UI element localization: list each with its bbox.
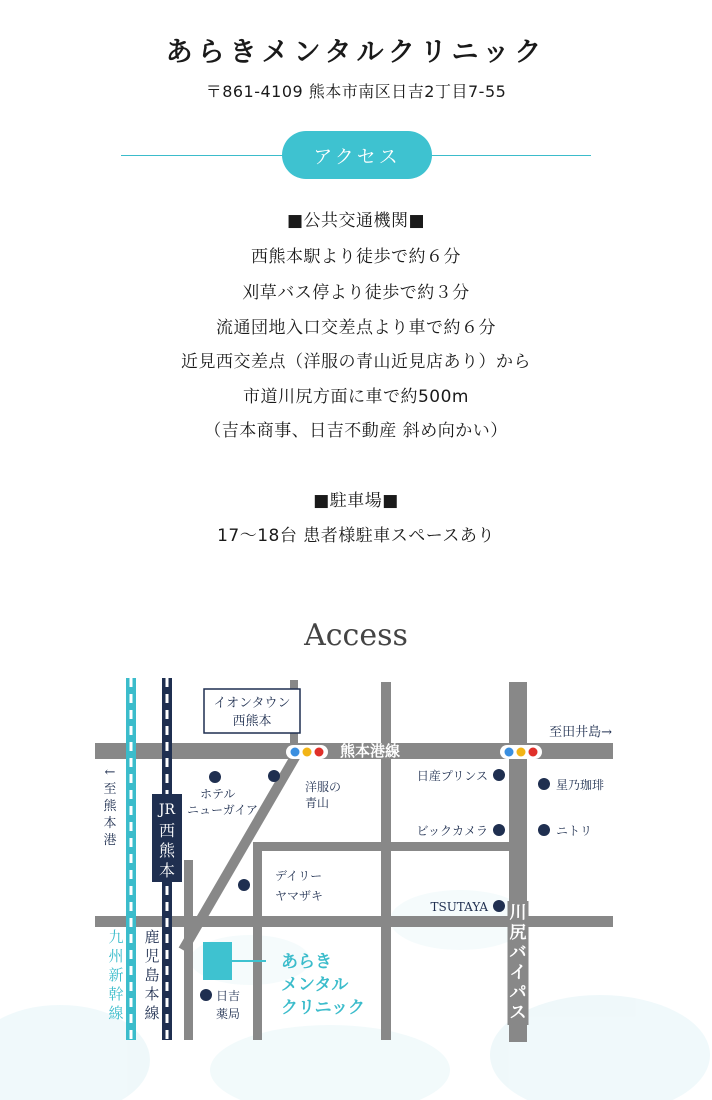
parking-text: 17〜18台 患者様駐車スペースあり	[217, 526, 495, 546]
vertical-label-char: 鹿	[144, 928, 160, 946]
clinic-name: あらきメンタルクリニック	[165, 37, 547, 68]
clinic-map-label: メンタル	[281, 975, 349, 995]
bic-camera-marker	[493, 824, 505, 836]
kagoshima-line-label	[144, 928, 159, 1022]
jr-station-label-1: JR	[158, 802, 176, 818]
transit-line: 刈草バス停より徒歩で約３分	[242, 283, 470, 303]
aeon-label: イオンタウン	[213, 696, 291, 711]
divider-right	[431, 155, 591, 156]
hiyoshi-label: 日吉	[216, 989, 241, 1003]
vertical-label-char: 本	[144, 985, 160, 1003]
road-center-vertical	[381, 682, 391, 1040]
shinkansen-label	[108, 928, 123, 1022]
to-tai-label: 至田井島→	[549, 725, 612, 740]
transit-line: 流通団地入口交差点より車で約６分	[216, 318, 496, 338]
jr-station-label-2: 西	[158, 821, 176, 840]
vertical-label-char: 線	[108, 1004, 124, 1022]
vertical-label-char: 新	[108, 966, 124, 984]
hotel-label: ホテル	[200, 787, 236, 801]
vertical-label-char: 幹	[108, 985, 124, 1003]
tsutaya-label: TSUTAYA	[430, 900, 488, 914]
nissan-marker	[493, 769, 505, 781]
vertical-label-char: 九	[108, 928, 124, 946]
vertical-label-char: 港	[103, 833, 117, 848]
hiyoshi-label: 薬局	[216, 1007, 241, 1021]
nitori-label: ニトリ	[556, 824, 593, 838]
daily-label: ヤマザキ	[275, 889, 324, 903]
clinic-map-label: あらき	[281, 952, 332, 972]
tsutaya-marker	[493, 900, 505, 912]
vertical-label-char: 州	[108, 947, 124, 965]
daily-marker	[238, 879, 250, 891]
transit-line: 市道川尻方面に車で約500m	[242, 387, 469, 407]
divider-left	[121, 155, 283, 156]
nitori-marker	[538, 824, 550, 836]
hoshino-label: 星乃珈琲	[556, 778, 605, 792]
vertical-label-char: 本	[103, 816, 117, 831]
access-heading-badge: アクセス	[282, 131, 432, 179]
nissan-label: 日産プリンス	[416, 769, 488, 783]
vertical-label-char: バ	[509, 943, 527, 963]
transit-line: （吉本商事、日吉不動産 斜め向かい）	[204, 421, 508, 441]
clinic-map-label: クリニック	[281, 998, 365, 1018]
vertical-label-char: 川	[509, 903, 527, 923]
transit-line: 近見西交差点（洋服の青山近見店あり）から	[181, 352, 531, 372]
aoyama-label: 青山	[305, 796, 330, 810]
vertical-label-char: 線	[144, 1004, 160, 1022]
kumamoto-port-line-label: 熊本港線	[339, 742, 401, 760]
aeon-label: 西熊本	[232, 714, 272, 729]
aoyama-label: 洋服の	[305, 780, 342, 794]
transit-line: 西熊本駅より徒歩で約６分	[251, 247, 461, 267]
hotel-marker	[209, 771, 221, 783]
daily-label: デイリー	[275, 869, 323, 883]
vertical-label-char: 尻	[509, 923, 527, 943]
aoyama-marker	[268, 770, 280, 782]
road-lower-horizontal	[95, 916, 613, 927]
bic-camera-label: ビックカメラ	[416, 824, 488, 838]
to-kumamoto-port-vertical	[103, 765, 117, 848]
vertical-label-char: 熊	[103, 799, 117, 814]
clinic-marker	[203, 942, 232, 980]
map-heading: Access	[304, 618, 408, 653]
road-inner-vertical	[253, 842, 262, 1040]
vertical-label-char: イ	[509, 963, 527, 983]
vertical-label-char: 児	[144, 947, 160, 965]
jr-station-label-4: 本	[158, 861, 176, 880]
transit-title: ■公共交通機関■	[286, 211, 426, 231]
traffic-light-icon	[286, 745, 328, 759]
vertical-label-char: ス	[509, 1003, 527, 1023]
kawashiri-bypass-label	[508, 901, 529, 1025]
rail-shinkansen	[126, 678, 136, 1040]
parking-title: ■駐車場■	[313, 491, 399, 511]
hotel-label: ニューガイア	[187, 803, 259, 817]
traffic-light-icon	[500, 745, 542, 759]
vertical-label-char: ←	[104, 765, 116, 780]
hoshino-marker	[538, 778, 550, 790]
vertical-label-char: 至	[103, 782, 117, 797]
jr-station-label-3: 熊	[158, 841, 176, 860]
access-map	[0, 660, 712, 1100]
vertical-label-char: パ	[509, 983, 527, 1003]
vertical-label-char: 島	[144, 966, 160, 984]
hiyoshi-pharmacy-marker	[200, 989, 212, 1001]
clinic-address: 〒861-4109 熊本市南区日吉2丁目7-55	[205, 82, 507, 101]
